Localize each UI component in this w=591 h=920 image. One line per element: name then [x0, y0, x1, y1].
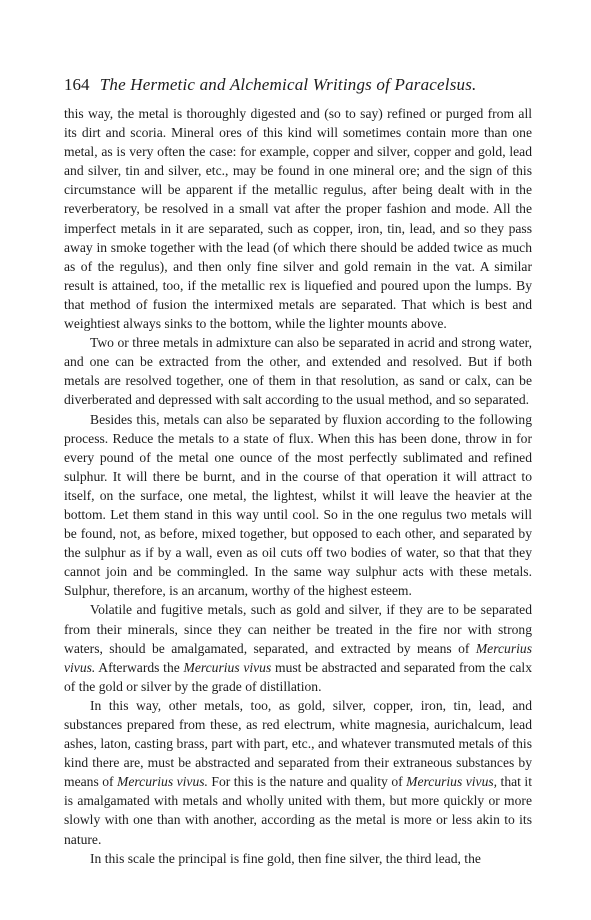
text-run: must be abstracted and separated from the calx of the gold or silver by the grade of distillation.: [64, 659, 532, 694]
body-text: [64, 104, 532, 868]
italic-text: Mercurius vivus.: [117, 774, 208, 790]
running-head: The Hermetic and Alchemical Writings of Paracelsus.: [99, 75, 477, 94]
text-run: Afterwards the: [95, 659, 184, 675]
paragraph: [64, 410, 532, 601]
paragraph: [64, 600, 532, 695]
paragraph: [64, 849, 532, 868]
page-header: [64, 74, 534, 96]
italic-text: Mercurius vivus: [183, 659, 272, 675]
text-run: Besides this, metals can also be separated by fluxion according to the following process. Reduce the metals to a state of flux. When this has been done, throw in for every pound of the metal one ounce of the most perfectly sublimated and refined sulphur. It will there be burnt, and in the course of that operation it will attract to itself, on the surface, one metal, the lightest, whilst it will leave the heavier at the bottom. Let them stand in this way until cool. So in the one regulus two metals will be found, not, as before, mixed together, but opposed to each other, and separated by the sulphur as if by a wall, even as oil cuts off two bodies of water, so that that they cannot join and be commingled. In the same way sulphur acts with these metals. Sulphur, therefore, is an arcanum, worthy of the highest esteem.: [64, 411, 532, 599]
text-run: In this scale the principal is fine gold, then fine silver, the third lead, the: [90, 850, 481, 866]
text-run: In this way, other metals, too, as gold, silver, copper, iron, tin, lead, and substances prepared from these, as red electrum, white magnesia, aurichalcum, lead ashes, laton, casting brass, part with part, etc., and whatever transmuted metals of this kind there are, must be abstracted and separated from their extraneous substances by means of: [64, 697, 532, 790]
text-run: this way, the metal is thoroughly digested and (so to say) refined or purged from all its dirt and scoria. Mineral ores of this kind will sometimes contain more than one metal, as is very often the case: for example, copper and silver, copper and gold, lead and silver, tin and silver, etc., may be found in one mineral ore; and the sign of this circumstance will be apparent if the metallic regulus, after being dealt with in the reverberatory, be resolved in a small vat after the proper fashion and mode. All the imperfect metals in it are separated, such as copper, iron, tin, lead, and so they pass away in smoke together with the lead (of which there should be added twice as much as of the regulus), and then only fine silver and gold remain in the vat. A similar result is attained, too, if the metallic rex is liquefied and poured upon the lumps. By that method of fusion the intermixed metals are separated. That which is best and weightiest always sinks to the bottom, while the lighter mounts above.: [64, 106, 532, 332]
paragraph: [64, 104, 532, 333]
italic-text: Mercurius vivus,: [406, 774, 498, 790]
text-run: For this is the nature and quality of: [207, 774, 407, 790]
text-run: Volatile and fugitive metals, such as gold and silver, if they are to be separated from their minerals, since they can neither be treated in the fire nor with strong waters, should be amalgamated, separated, and extracted by means of: [64, 602, 532, 656]
text-run: that it is amalgamated with metals and wholly united with them, but more quickly or more slowly with one than with another, according as the metal is more or less akin to its nature.: [64, 774, 532, 847]
italic-text: Mercurius vivus.: [64, 640, 532, 675]
paragraph: [64, 333, 532, 409]
paragraph: [64, 696, 532, 849]
page-number: 164: [64, 75, 90, 94]
text-run: Two or three metals in admixture can also be separated in acrid and strong water, and one can be extracted from the other, and extended and resolved. But if both metals are resolved together, one of them in that resolution, as sand or calx, can be diverberated and depressed with salt according to the usual method, and so separated.: [64, 335, 532, 408]
